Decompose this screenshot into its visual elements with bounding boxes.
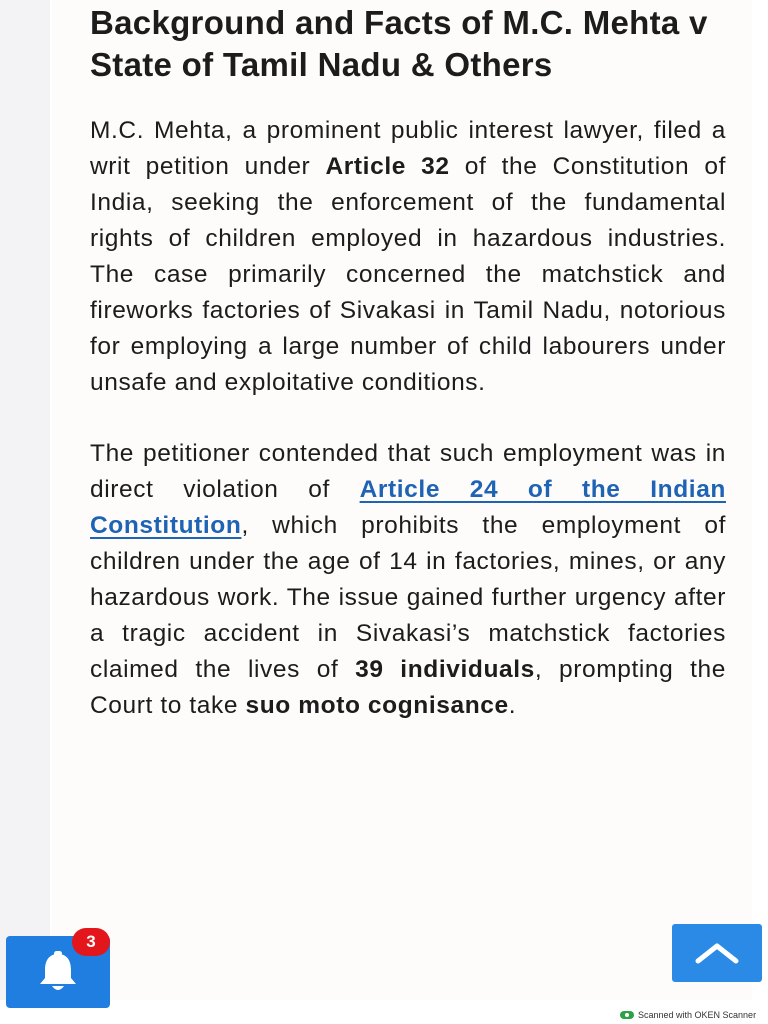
paragraph-text: M.C. Mehta, a prominent public interest lawyer, filed a writ petition under	[90, 117, 726, 180]
paragraph-text: , which prohibits the employment of children under the age of 14 in factories, mines, or any hazardous work. The issue gained further urgency after a tragic accident in Sivakasi’s matchstick factories claimed the lives of	[90, 512, 726, 683]
bold-suo-moto: suo moto cognisance	[245, 692, 509, 719]
bold-article-32: Article 32	[325, 153, 450, 180]
bold-39-individuals: 39 individuals	[355, 656, 535, 683]
paragraph-text: of the Constitution of India, seeking the enforcement of the fundamental rights of children employed in hazardous industries. The case primarily concerned the matchstick and fireworks factories of Sivakasi in Tamil Nadu, notorious for employing a large number of child labourers under unsafe and exploitative conditions.	[90, 153, 727, 396]
chevron-up-icon	[692, 941, 742, 965]
paragraph-contention	[90, 436, 726, 724]
scanner-watermark-text: Scanned with OKEN Scanner	[638, 1010, 757, 1020]
article	[90, 2, 726, 724]
paragraph-text: The petitioner contended that such employment was in direct violation of	[90, 440, 726, 503]
paragraph-background	[90, 113, 726, 401]
article-title: Background and Facts of M.C. Mehta v State of Tamil Nadu & Others	[90, 4, 708, 83]
paragraph-text: , prompting the Court to take	[90, 656, 726, 719]
scroll-to-top-button[interactable]	[672, 924, 762, 982]
notification-count-badge: 3	[72, 928, 110, 956]
left-margin	[0, 0, 50, 1000]
bell-icon	[34, 950, 82, 994]
article-24-link[interactable]: Article 24 of the Indian Constitution	[90, 476, 726, 539]
scanner-logo-icon	[620, 1011, 634, 1019]
scanner-watermark	[620, 1008, 756, 1022]
paragraph-text: .	[508, 692, 517, 719]
